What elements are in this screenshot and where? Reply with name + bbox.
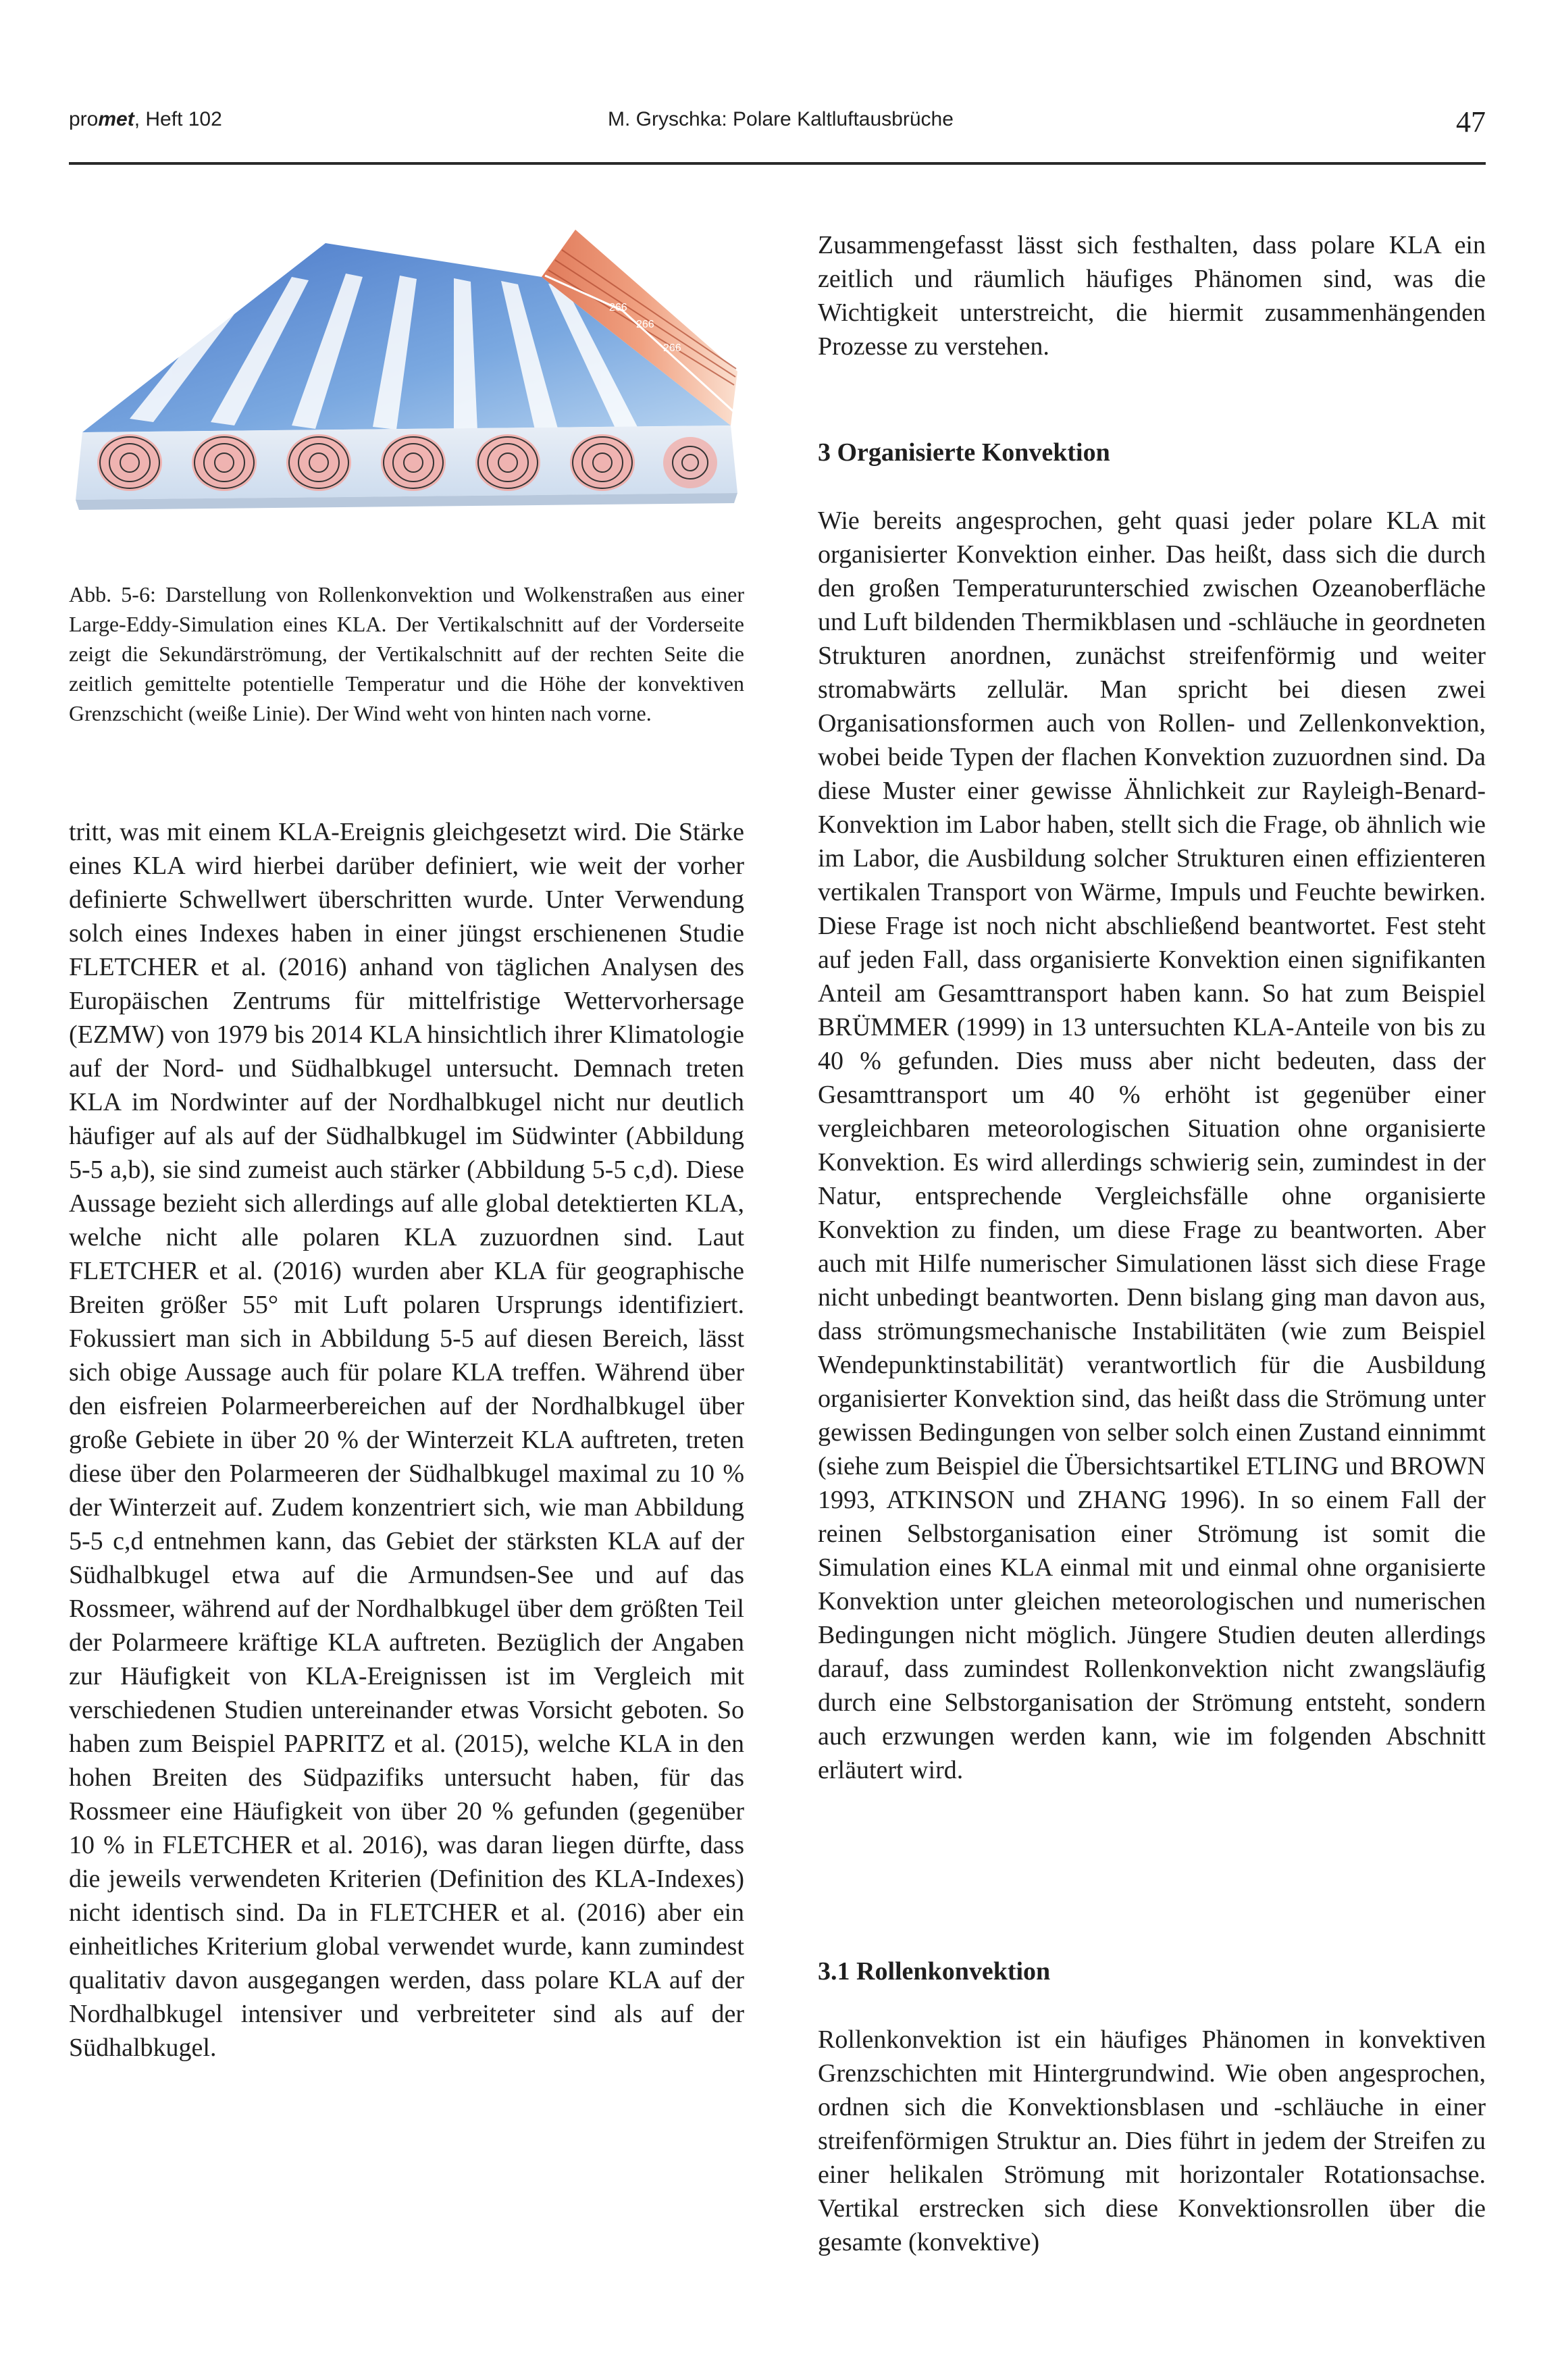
section-3-1-text: Rollenkonvektion ist ein häufiges Phänomen in konvektiven Grenzschichten mit Hintergrundwind. Wie oben angesprochen, ordnen sich die Konvektionsblasen und -schläuche in einer streifenförmigen Struktur an. Dies führt in jedem der Streifen zu einer helikalen Strömung mit horizontaler Rotationsachse. Vertikal erstrecken sich diese Konvektionsrollen über die gesamte (konvektive) (818, 2025, 1486, 2256)
running-header-journal: promet, Heft 102 (69, 108, 222, 130)
header-rule (69, 162, 1486, 165)
running-header-article: M. Gryschka: Polare Kaltluftausbrüche (608, 108, 954, 130)
left-column-text: tritt, was mit einem KLA-Ereignis gleichgesetzt wird. Die Stärke eines KLA wird hierbei darüber definiert, wie weit der vorher definierte Schwellwert überschritten wurde. Unter Verwendung solch eines Indexes haben in einer jüngst erschienenen Studie FLETCHER et al. (2016) anhand von täglichen Analysen des Europäischen Zentrums für mittelfristige Wettervorhersage (EZMW) von 1979 bis 2014 KLA hinsichtlich ihrer Klimatologie auf der Nord- und Südhalbkugel untersucht. Demnach treten KLA im Nordwinter auf der Nordhalbkugel nicht nur deutlich häufiger auf als auf der Südhalbkugel im Südwinter (Abbildung 5-5 a,b), sie sind zumeist auch stärker (Abbildung 5-5 c,d). Diese Aussage bezieht sich allerdings auf alle global detektierten KLA, welche nicht alle polaren KLA zuzuordnen sind. Laut FLETCHER et al. (2016) wurden aber KLA für geographische Breiten größer 55° mit Luft polaren Ursprungs identifiziert. Fokussiert man sich in Abbildung 5-5 auf diesen Bereich, lässt sich obige Aussage auch für polare KLA treffen. Während über den eisfreien Polarmeerbereichen auf der Nordhalbkugel über große Gebiete in über 20 % der Winterzeit KLA auftreten, treten diese über den Polarmeeren der Südhalbkugel maximal zu 10 % der Winterzeit auf. Zudem konzentriert sich, wie man Abbildung 5-5 c,d entnehmen kann, das Gebiet der stärksten KLA auf der Südhalbkugel etwa auf die Armundsen-See und auf das Rossmeer, während auf der Nordhalbkugel über dem größten Teil der Polarmeere kräftige KLA auftreten. Bezüglich der Angaben zur Häufigkeit von KLA-Ereignissen ist im Vergleich mit verschiedenen Studien untereinander etwas Vorsicht geboten. So haben zum Beispiel PAPRITZ et al. (2015), welche KLA in den hohen Breiten des Südpazifiks untersucht haben, für das Rossmeer eine Häufigkeit von über 20 % gefunden (gegenüber 10 % in FLETCHER et al. 2016), was daran liegen dürfte, dass die jeweils verwendeten Kriterien (Definition des KLA-Indexes) nicht identisch sind. Da in FLETCHER et al. (2016) aber ein einheitliches Kriterium global verwendet wurde, kann zumindest qualitativ davon ausgegangen werden, dass polare KLA auf der Nordhalbkugel intensiver und verbreiteter sind als auf der Südhalbkugel. (69, 818, 744, 2062)
figure-caption: Abb. 5-6: Darstellung von Rollenkonvektion und Wolkenstraßen aus einer Large-Eddy-Simulation eines KLA. Der Vertikalschnitt auf der Vorderseite zeigt die Sekundärströmung, der Vertikalschnitt auf der rechten Seite die zeitlich gemittelte potentielle Temperatur und die Höhe der konvektiven Grenzschicht (weiße Linie). Der Wind weht von hinten nach vorne. (69, 582, 744, 725)
section-3-1-heading: 3.1 Rollenkonvektion (818, 1957, 1051, 1986)
section-3-text: Wie bereits angesprochen, geht quasi jeder polare KLA mit organisierter Konvektion einher. Das heißt, dass sich die durch den großen Temperaturunterschied zwischen Ozeanoberfläche und Luft bildenden Thermikblasen und -schläuche in geordneten Strukturen anordnen, zunächst streifenförmig und weiter stromabwärts zellulär. Man spricht bei diesen zwei Organisationsformen auch von Rollen- und Zellenkonvektion, wobei beide Typen der flachen Konvektion zuzuordnen sind. Da diese Muster einer gewisse Ähnlichkeit zur Rayleigh-Benard-Konvektion im Labor haben, stellt sich die Frage, ob ähnlich wie im Labor, die Ausbildung solcher Strukturen einen effizienteren vertikalen Transport von Wärme, Impuls und Feuchte bewirken. Diese Frage ist noch nicht abschließend beantwortet. Fest steht auf jeden Fall, dass organisierte Konvektion einen signifikanten Anteil am Gesamttransport haben kann. So hat zum Beispiel BRÜMMER (1999) in 13 untersuchten KLA-Anteile von bis zu 40 % gefunden. Dies muss aber nicht bedeuten, dass der Gesamttransport um 40 % erhöht ist gegenüber einer vergleichbaren meteorologischen Situation ohne organisierte Konvektion. Es wird allerdings schwierig sein, zumindest in der Natur, entsprechende Vergleichsfälle ohne organisierte Konvektion zu finden, um diese Frage zu beantworten. Aber auch mit Hilfe numerischer Simulationen lässt sich diese Frage nicht unbedingt beantworten. Denn bislang ging man davon aus, dass strömungsmechanische Instabilitäten (wie zum Beispiel Wendepunktinstabilität) verantwortlich für die Ausbildung organisierter Konvektion sind, das heißt dass die Strömung unter gewissen Bedingungen von selber solch einen Zustand einnimmt (siehe zum Beispiel die Übersichtsartikel ETLING und BROWN 1993, ATKINSON und ZHANG 1996). In so einem Fall der reinen Selbstorganisation einer Strömung ist somit die Simulation eines KLA einmal mit und einmal ohne organisierte Konvektion unter gleichen meteorologischen und numerischen Bedingungen nicht möglich. Jüngere Studien deuten allerdings darauf, dass zumindest Rollenkonvektion nicht zwangsläufig durch eine Selbstorganisation der Strömung entsteht, sondern auch erzwungen werden kann, wie im folgenden Abschnitt erläutert wird. (818, 507, 1486, 1784)
section-3-heading: 3 Organisierte Konvektion (818, 438, 1110, 467)
page-number: 47 (1456, 105, 1486, 138)
isotherm-label: 266 (663, 342, 681, 354)
figure-roll-convection (69, 216, 744, 567)
isotherm-label: 266 (609, 302, 627, 313)
intro-paragraph: Zusammengefasst lässt sich festhalten, dass polare KLA ein zeitlich und räumlich häufiges Phänomen sind, was die Wichtigkeit unterstreicht, die hiermit zusammenhängenden Prozesse zu verstehen. (818, 231, 1486, 361)
isotherm-label: 266 (636, 319, 654, 330)
